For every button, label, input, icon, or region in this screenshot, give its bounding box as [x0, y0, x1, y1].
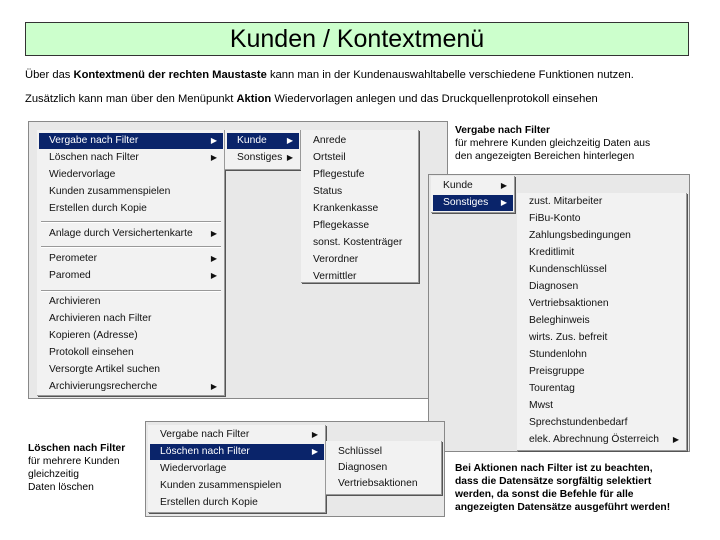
submenu-arrow-icon: ▶ — [500, 181, 507, 190]
loeschen-item-vertriebsaktionen[interactable]: Vertriebsaktionen — [338, 478, 418, 489]
kunde-item-verordner[interactable]: Verordner — [313, 254, 359, 265]
loeschen-item-schluessel[interactable]: Schlüssel — [338, 446, 383, 457]
menu-item-anlage-durch-versichertenkarte[interactable]: Anlage durch Versichertenkarte ▶ — [39, 226, 223, 242]
menu-item-kunden-zusammenspielen[interactable]: Kunden zusammenspielen — [160, 480, 282, 491]
menu-separator — [41, 221, 221, 223]
kunde-item-pflegekasse[interactable]: Pflegekasse — [313, 220, 370, 231]
kunde-submenu — [301, 130, 419, 283]
loeschen-screenshot — [145, 421, 445, 517]
submenu-arrow-icon: ▶ — [311, 447, 318, 456]
submenu-arrow-icon: ▶ — [500, 198, 507, 207]
kunde-item-sonst-kostentraeger[interactable]: sonst. Kostenträger — [313, 237, 403, 248]
loeschen-note: Löschen nach Filter für mehrere Kunden gleichzeitig Daten löschen — [28, 443, 126, 493]
menu-item-protokoll-einsehen[interactable]: Protokoll einsehen — [49, 347, 134, 358]
sonstiges-item-tourentag[interactable]: Tourentag — [529, 383, 575, 394]
menu-separator — [41, 246, 221, 248]
submenu-arrow-icon: ▶ — [210, 136, 217, 145]
submenu-item-sonstiges[interactable]: Sonstiges ▶ — [433, 195, 513, 211]
page-title: Kunden / Kontextmenü — [25, 22, 689, 56]
menu-item-loeschen-nach-filter[interactable]: Löschen nach Filter ▶ — [39, 150, 223, 166]
submenu-arrow-icon: ▶ — [210, 382, 217, 391]
kunde-item-pflegestufe[interactable]: Pflegestufe — [313, 169, 365, 180]
menu-item-perometer[interactable]: Perometer ▶ — [39, 251, 223, 267]
menu-item-archivieren[interactable]: Archivieren — [49, 296, 101, 307]
menu-item-wiedervorlage[interactable]: Wiedervorlage — [49, 169, 116, 180]
menu-item-loeschen-nach-filter[interactable]: Löschen nach Filter ▶ — [150, 444, 324, 460]
sonstiges-item-beleghinweis[interactable]: Beleghinweis — [529, 315, 590, 326]
sonstiges-submenu — [517, 193, 687, 451]
loeschen-submenu — [326, 441, 442, 495]
submenu-arrow-icon: ▶ — [286, 136, 293, 145]
sonstiges-item-sprechstundenbedarf[interactable]: Sprechstundenbedarf — [529, 417, 628, 428]
kunde-item-status[interactable]: Status — [313, 186, 343, 197]
sonstiges-item-kundenschluessel[interactable]: Kundenschlüssel — [529, 264, 607, 275]
kunde-item-ortsteil[interactable]: Ortsteil — [313, 152, 346, 163]
context-menu-screenshot — [28, 121, 448, 399]
menu-item-wiedervorlage[interactable]: Wiedervorlage — [160, 463, 227, 474]
menu-item-vergabe-nach-filter[interactable]: Vergabe nach Filter ▶ — [150, 427, 324, 443]
menu-separator — [41, 290, 221, 292]
sonstiges-item-stundenlohn[interactable]: Stundenlohn — [529, 349, 587, 360]
menu-item-archivierungsrecherche[interactable]: Archivierungsrecherche ▶ — [39, 379, 223, 395]
menu-item-versorgte-artikel-suchen[interactable]: Versorgte Artikel suchen — [49, 364, 161, 375]
intro-paragraph-2: Zusätzlich kann man über den Menüpunkt Aktion Wiedervorlagen anlegen und das Druckquellenprotokoll einsehen — [25, 93, 598, 105]
aktionen-warning-note: Bei Aktionen nach Filter ist zu beachten, dass die Datensätze sorgfältig selektiert werden, da sonst die Befehle für alle angezeigten Datensätze ausgeführt werden! — [455, 463, 671, 513]
vergabe-submenu — [225, 130, 301, 170]
sonstiges-item-fibu-konto[interactable]: FiBu-Konto — [529, 213, 581, 224]
menu-item-kopieren-adresse[interactable]: Kopieren (Adresse) — [49, 330, 138, 341]
submenu-item-sonstiges[interactable]: Sonstiges ▶ — [227, 150, 299, 166]
menu-item-paromed[interactable]: Paromed ▶ — [39, 268, 223, 284]
menu-item-kunden-zusammenspielen[interactable]: Kunden zusammenspielen — [49, 186, 171, 197]
vergabe-note: Vergabe nach Filter für mehrere Kunden gleichzeitig Daten aus den angezeigten Bereichen hinterlegen — [455, 125, 651, 162]
sonstiges-item-zust-mitarbeiter[interactable]: zust. Mitarbeiter — [529, 196, 603, 207]
submenu-arrow-icon: ▶ — [210, 254, 217, 263]
submenu-item-kunde[interactable]: Kunde ▶ — [227, 133, 299, 149]
loeschen-item-diagnosen[interactable]: Diagnosen — [338, 462, 388, 473]
main-context-menu — [37, 130, 225, 396]
vergabe-submenu-right — [431, 176, 515, 213]
sonstiges-item-mwst[interactable]: Mwst — [529, 400, 554, 411]
submenu-arrow-icon: ▶ — [286, 153, 293, 162]
sonstiges-item-elek-abrechnung-oesterreich[interactable]: elek. Abrechnung Österreich ▶ — [519, 432, 685, 448]
sonstiges-item-diagnosen[interactable]: Diagnosen — [529, 281, 579, 292]
sonstiges-item-wirts-zus-befreit[interactable]: wirts. Zus. befreit — [529, 332, 608, 343]
sonstiges-item-vertriebsaktionen[interactable]: Vertriebsaktionen — [529, 298, 609, 309]
bottom-context-menu — [148, 425, 326, 513]
menu-item-erstellen-durch-kopie[interactable]: Erstellen durch Kopie — [49, 203, 147, 214]
menu-item-vergabe-nach-filter[interactable]: Vergabe nach Filter ▶ — [39, 133, 223, 149]
submenu-arrow-icon: ▶ — [672, 435, 679, 444]
sonstiges-item-kreditlimit[interactable]: Kreditlimit — [529, 247, 575, 258]
submenu-arrow-icon: ▶ — [210, 229, 217, 238]
submenu-arrow-icon: ▶ — [210, 271, 217, 280]
menu-item-archivieren-nach-filter[interactable]: Archivieren nach Filter — [49, 313, 152, 324]
submenu-item-kunde[interactable]: Kunde ▶ — [433, 178, 513, 194]
kunde-item-anrede[interactable]: Anrede — [313, 135, 347, 146]
submenu-arrow-icon: ▶ — [210, 153, 217, 162]
intro-paragraph-1: Über das Kontextmenü der rechten Maustaste kann man in der Kundenauswahltabelle verschiedene Funktionen nutzen. — [25, 69, 634, 81]
sonstiges-item-zahlungsbedingungen[interactable]: Zahlungsbedingungen — [529, 230, 631, 241]
submenu-arrow-icon: ▶ — [311, 430, 318, 439]
menu-item-erstellen-durch-kopie[interactable]: Erstellen durch Kopie — [160, 497, 258, 508]
sonstiges-screenshot — [428, 174, 690, 452]
kunde-item-vermittler[interactable]: Vermittler — [313, 271, 357, 282]
sonstiges-item-preisgruppe[interactable]: Preisgruppe — [529, 366, 585, 377]
kunde-item-krankenkasse[interactable]: Krankenkasse — [313, 203, 379, 214]
